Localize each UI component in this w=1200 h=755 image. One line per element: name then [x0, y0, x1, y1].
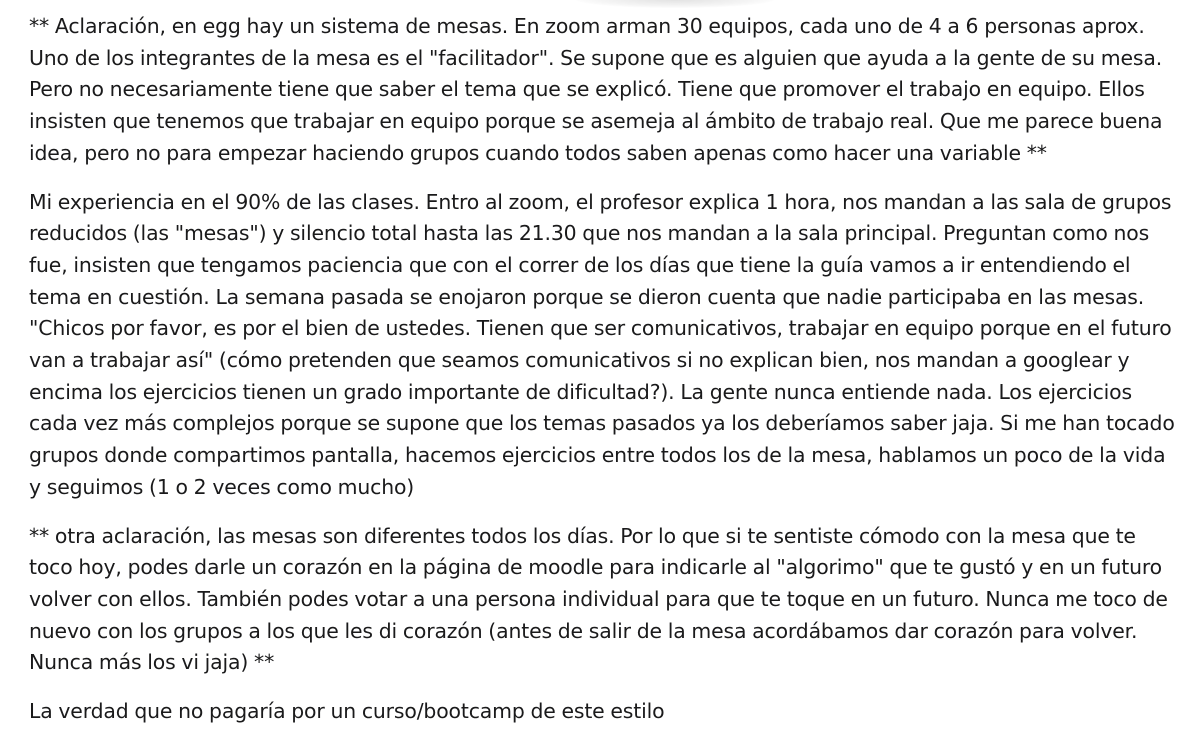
scroll-edge-shadow [575, 0, 775, 8]
post-paragraph: La verdad que no pagaría por un curso/bootcamp de este estilo [29, 699, 665, 724]
post-paragraph: ** otra aclaración, las mesas son diferentes todos los días. Por lo que si te sentiste cómodo con la mesa que te toco hoy, podes darle un corazón en la página de moodle para indicarle al "algorimo" que te gustó y en un futuro volver con ellos. También podes votar a una persona individual para que te toque en un futuro. Nunca me toco de nuevo con los grupos a los que les di corazón (antes de salir de la mesa acordábamos dar corazón para volver. Nunca más los vi jaja) ** [29, 523, 1168, 675]
post-paragraph: Mi experiencia en el 90% de las clases. Entro al zoom, el profesor explica 1 hora, nos mandan a las sala de grupos reducidos (las "mesas") y silencio total hasta las 21.30 que nos mandan a la sala principal. Preguntan como nos fue, insisten que tengamos paciencia que con el correr de los días que tiene la guía vamos a ir entendiendo el tema en cuestión. La semana pasada se enojaron porque se dieron cuenta que nadie participaba en las mesas. "Chicos por favor, es por el bien de ustedes. Tienen que ser comunicativos, trabajar en equipo porque en el futuro van a trabajar así" (cómo pretenden que seamos comunicativos si no explican bien, nos mandan a googlear y encima los ejercicios tienen un grado importante de dificultad?). La gente nunca entiende nada. Los ejercicios cada vez más complejos porque se supone que los temas pasados ya los deberíamos saber jaja. Si me han tocado grupos donde compartimos pantalla, hacemos ejercicios entre todos los de la mesa, hablamos un poco de la vida y seguimos (1 o 2 veces como mucho) [29, 189, 1175, 499]
post-paragraph: ** Aclaración, en egg hay un sistema de mesas. En zoom arman 30 equipos, cada uno de 4 a 6 personas aprox. Uno de los integrantes de la mesa es el "facilitador". Se supone que es alguien que ayuda a la gente de su mesa. Pero no necesariamente tiene que saber el tema que se explicó. Tiene que promover el trabajo en equipo. Ellos insisten que tenemos que trabajar en equipo porque se asemeja al ámbito de trabajo real. Que me parece buena idea, pero no para empezar haciendo grupos cuando todos saben apenas como hacer una variable ** [29, 14, 1163, 165]
post-body [29, 11, 1179, 745]
